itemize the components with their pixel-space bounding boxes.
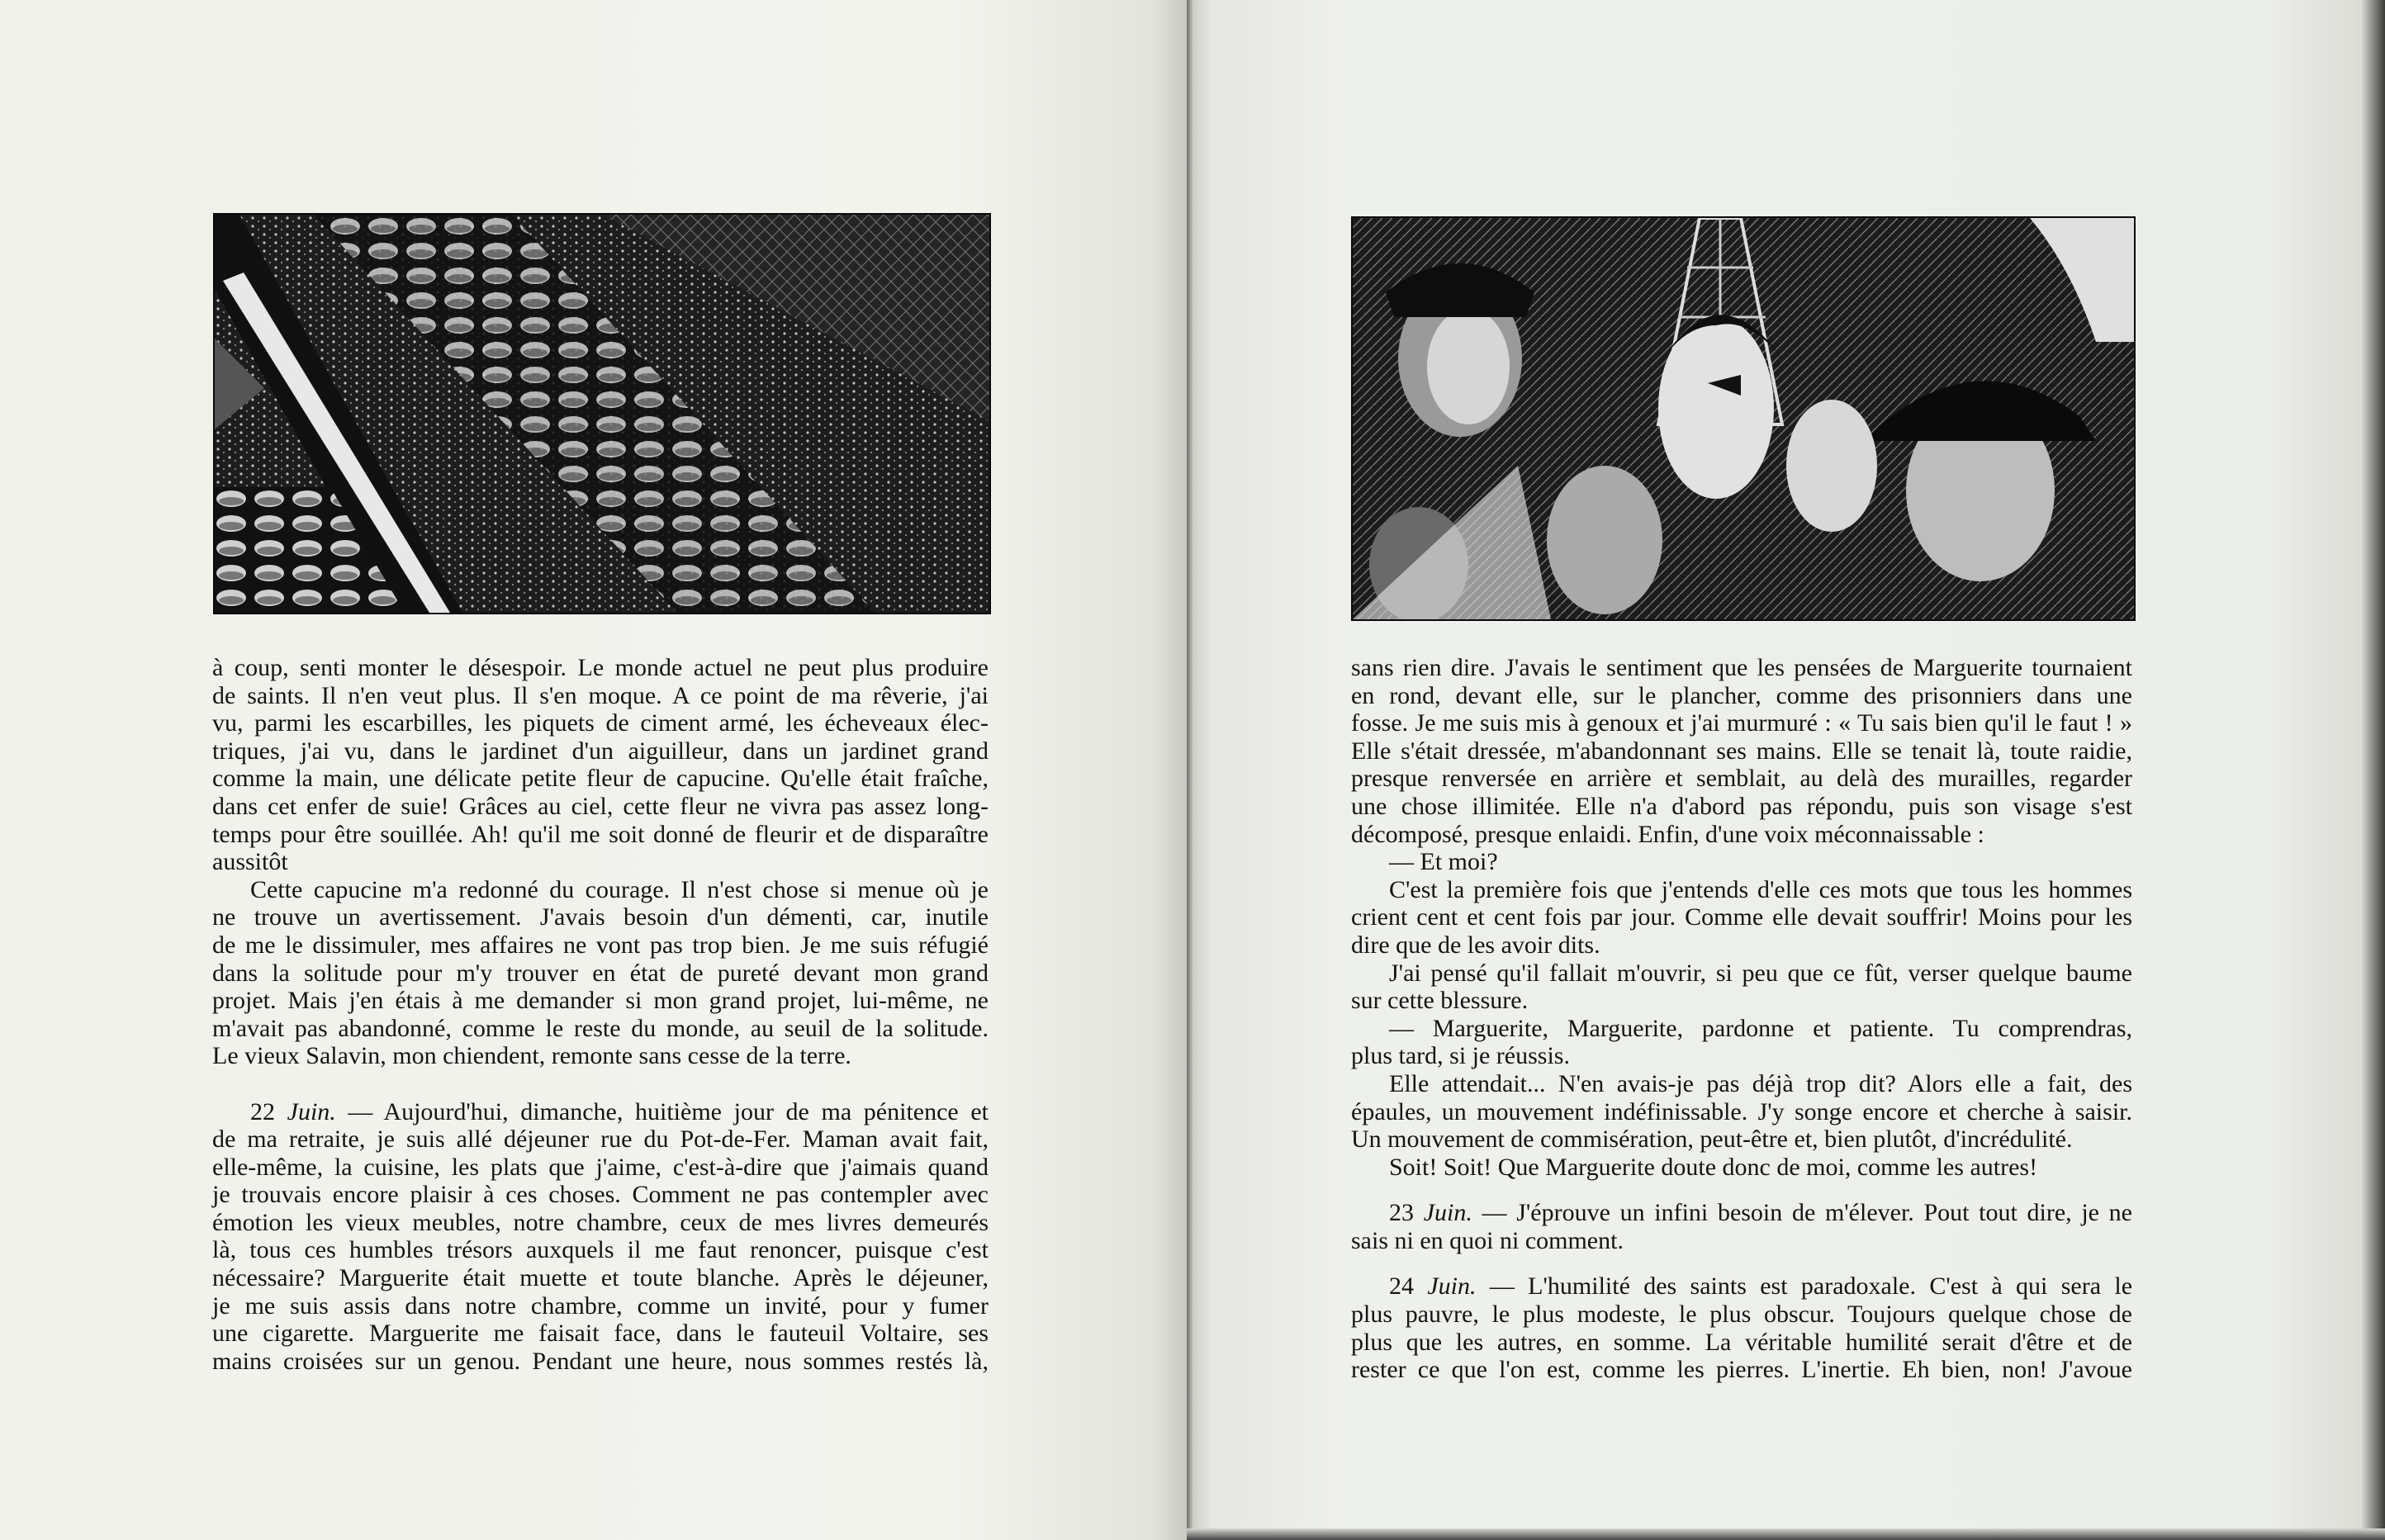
text-line: Le vieux Salavin, mon chiendent, remonte sans cesse de la terre. [212,1042,851,1070]
text-line: — Et moi? [1389,848,1498,876]
text-line: plus que les autres, en somme. La véritable humilité serait d'être et de [1351,1328,2132,1356]
text-line: plus tard, si je réussis. [1351,1042,1570,1070]
text-line: crient cent et cent fois par jour. Comme elle devait souffrir! Moins pour les [1351,903,2132,931]
text-line: dans cet enfer de suie! Grâces au ciel, cette fleur ne vivra pas assez long- [212,792,989,820]
left-page-text [212,654,989,1375]
entry-date: 23 [1389,1199,1424,1227]
entry-month: Juin. [1423,1199,1472,1227]
right-page [1187,0,2385,1540]
text-line: fosse. Je me suis mis à genoux et j'ai murmuré : « Tu sais bien qu'il le faut ! » [1351,709,2132,737]
text-line: Soit! Soit! Que Marguerite doute donc de moi, comme les autres! [1389,1153,2038,1181]
woodcut-illustration-crowd [1351,216,2136,621]
text-line: dans la solitude pour m'y trouver en état de pureté devant mon grand [212,959,989,987]
text-line: sur cette blessure. [1351,987,1529,1015]
text-line: vu, parmi les escarbilles, les piquets de ciment armé, les écheveaux élec- [212,709,989,737]
text-line: là, tous ces humbles trésors auxquels il me faut renoncer, puisque c'est [212,1236,989,1264]
right-page-text [1351,654,2132,1384]
paragraph-gap [1351,1181,2132,1199]
entry-text: — J'éprouve un infini besoin de m'élever. Pout tout dire, je ne [1472,1199,2132,1227]
text-line: une chose illimitée. Elle n'a d'abord pas répondu, puis son visage s'est [1351,792,2132,820]
text-line: nécessaire? Marguerite était muette et toute blanche. Après le déjeuner, [212,1264,989,1292]
text-line: J'ai pensé qu'il fallait m'ouvrir, si peu que ce fût, verser quelque baume [1389,959,2132,987]
text-line: sais ni en quoi ni comment. [1351,1226,1624,1254]
text-line: Cette capucine m'a redonné du courage. Il n'est chose si menue où je [250,875,989,903]
entry-date: 22 [250,1097,287,1125]
text-line: aussitôt [212,848,288,876]
text-line: de ma retraite, je suis allé déjeuner rue du Pot-de-Fer. Maman avait fait, [212,1125,989,1154]
entry-date: 24 [1389,1272,1428,1301]
text-line: de saints. Il n'en veut plus. Il s'en moque. A ce point de ma rêverie, j'ai [212,681,989,709]
text-line: je me suis assis dans notre chambre, comme un invité, pour y fumer [212,1291,989,1320]
text-line: — Marguerite, Marguerite, pardonne et patiente. Tu comprendras, [1389,1014,2132,1042]
entry-text: — Aujourd'hui, dimanche, huitième jour de ma pénitence et [335,1097,989,1125]
paragraph-gap [1351,1254,2132,1272]
text-line [1351,1199,2132,1227]
text-line: sans rien dire. J'avais le sentiment que les pensées de Marguerite tournaient [1351,654,2132,681]
text-line: rester ce que l'on est, comme les pierres. L'inertie. Eh bien, non! J'avoue [1351,1356,2132,1384]
left-page [0,0,1187,1540]
woodcut-illustration-railway [213,213,991,614]
text-line: elle-même, la cuisine, les plats que j'aime, c'est-à-dire que j'aimais quand [212,1153,989,1181]
text-line: dire que de les avoir dits. [1351,931,1600,959]
text-line: C'est la première fois que j'entends d'elle ces mots que tous les hommes [1389,875,2132,903]
paragraph-gap [212,1070,989,1098]
text-line: Un mouvement de commisération, peut-être et, bien plutôt, d'incrédulité. [1351,1125,2073,1154]
text-line: Elle s'était dressée, m'abandonnant ses mains. Elle se tenait là, toute raidie, [1351,737,2132,765]
text-line: épaules, un mouvement indéfinissable. J'y songe encore et cherche à saisir. [1351,1097,2132,1125]
text-line [212,1098,989,1126]
text-line: comme la main, une délicate petite fleur de capucine. Qu'elle était fraîche, [212,765,989,793]
text-line: m'avait pas abandonné, comme le reste du monde, au seuil de la solitude. [212,1014,989,1042]
text-line: temps pour être souillée. Ah! qu'il me soit donné de fleurir et de disparaître [212,820,989,848]
text-line: presque renversée en arrière et semblait, au delà des murailles, regarder [1351,765,2132,793]
text-line: décomposé, presque enlaidi. Enfin, d'une voix méconnaissable : [1351,820,1984,848]
text-line: je trouvais encore plaisir à ces choses. Comment ne pas contempler avec [212,1181,989,1209]
text-line: en rond, devant elle, sur le plancher, comme des prisonniers dans une [1351,681,2132,709]
text-line: une cigarette. Marguerite me faisait face, dans le fauteuil Voltaire, ses [212,1320,989,1348]
entry-month: Juin. [287,1097,336,1125]
text-line: triques, j'ai vu, dans le jardinet d'un aiguilleur, dans un jardinet grand [212,737,989,765]
text-line: émotion les vieux meubles, notre chambre, ceux de mes livres demeurés [212,1208,989,1236]
text-line: de me le dissimuler, mes affaires ne vont pas trop bien. Je me suis réfugié [212,931,989,959]
text-line: mains croisées sur un genou. Pendant une heure, nous sommes restés là, [212,1347,989,1375]
entry-month: Juin. [1427,1272,1477,1301]
text-line [1351,1272,2132,1301]
text-line: à coup, senti monter le désespoir. Le monde actuel ne peut plus produire [212,654,989,681]
text-line: projet. Mais j'en étais à me demander si mon grand projet, lui-même, ne [212,987,989,1015]
text-line: plus pauvre, le plus modeste, le plus obscur. Toujours quelque chose de [1351,1301,2132,1329]
text-line: Elle attendait... N'en avais-je pas déjà trop dit? Alors elle a fait, des [1389,1069,2132,1097]
entry-text: — L'humilité des saints est paradoxale. C'est à qui sera le [1476,1272,2133,1301]
text-line: ne trouve un avertissement. J'avais besoin d'un démenti, car, inutile [212,903,989,931]
